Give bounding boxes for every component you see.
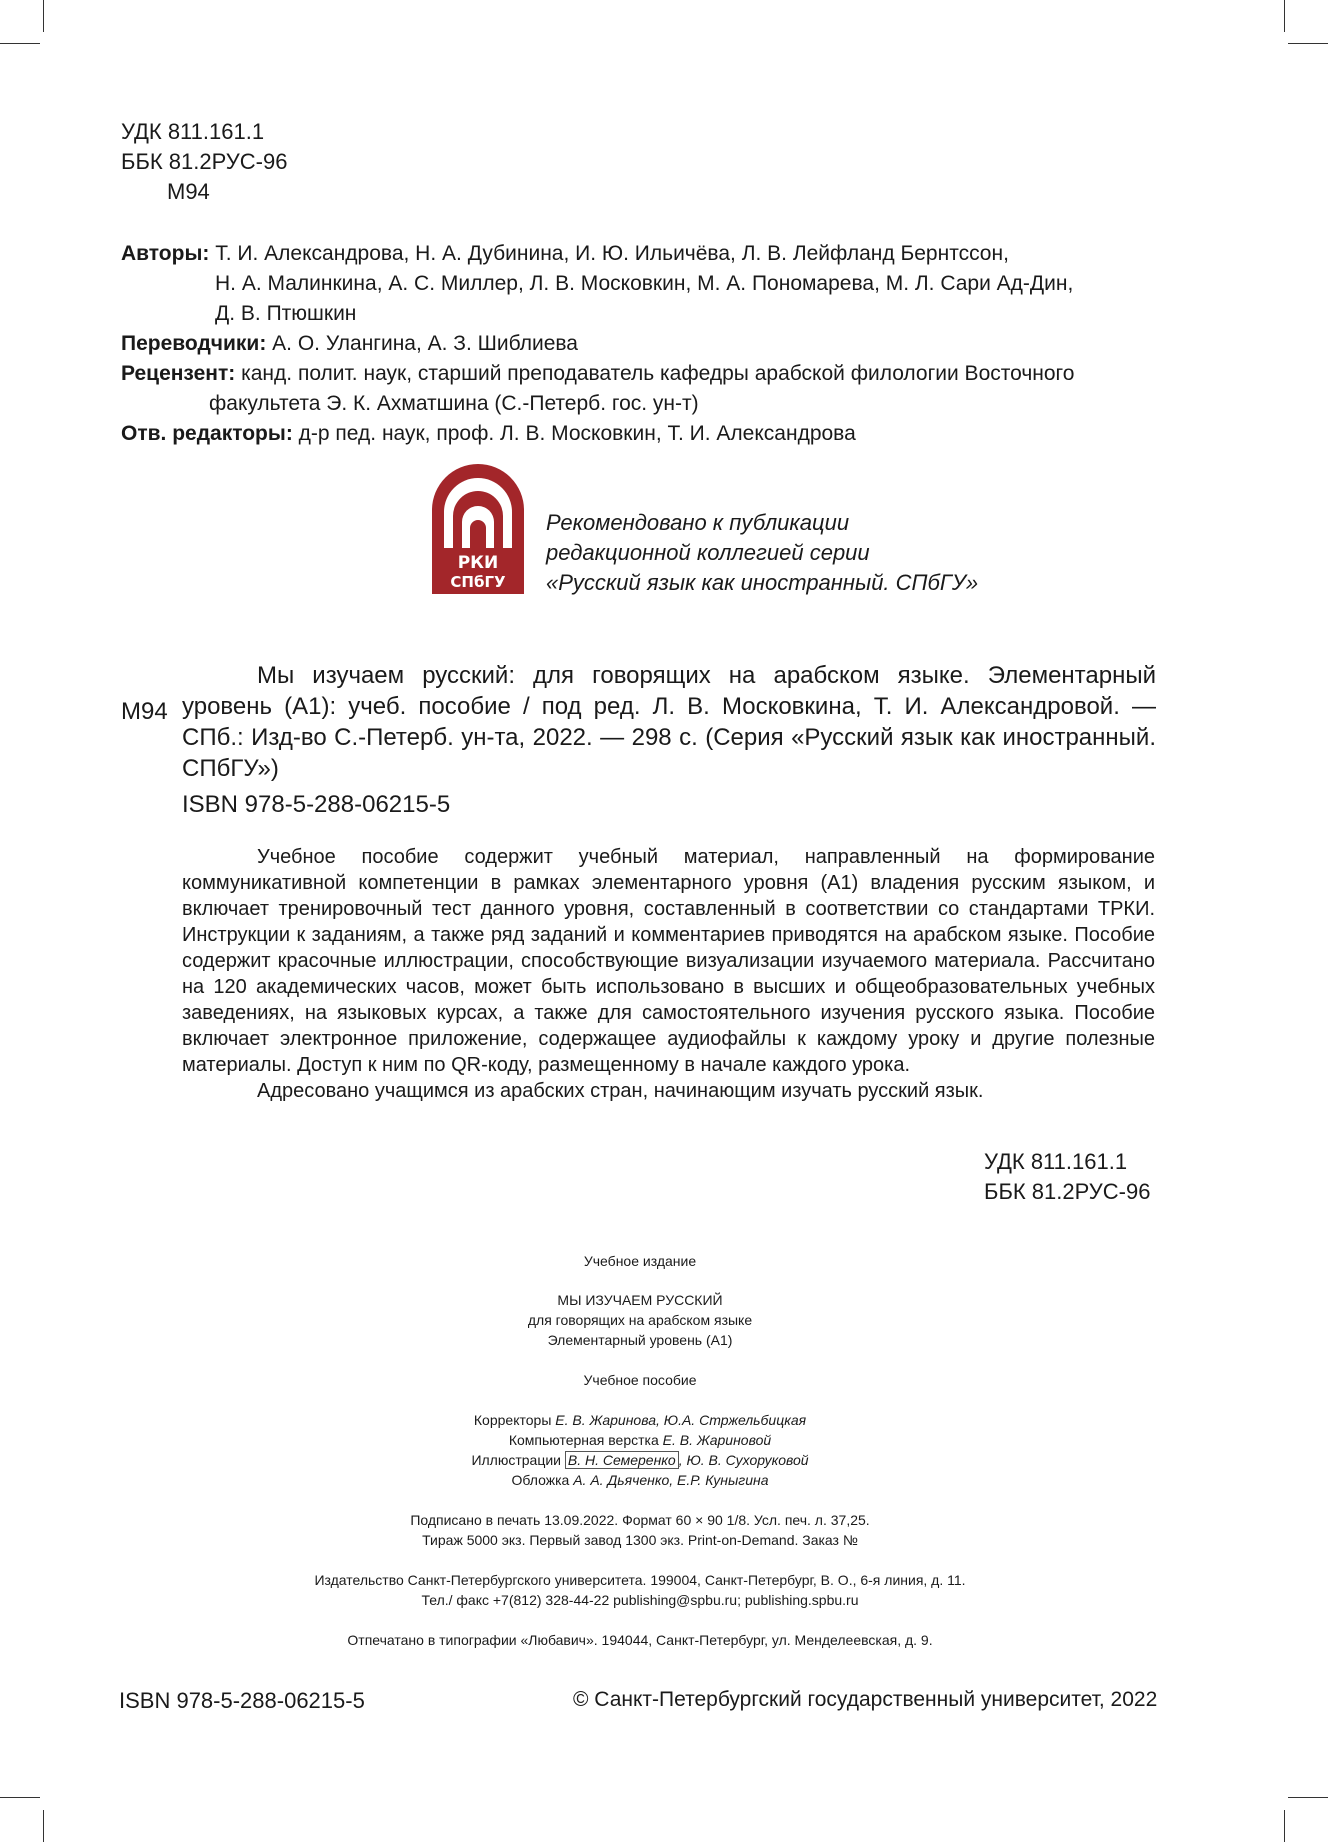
crop-mark xyxy=(43,1810,44,1842)
bbk-code: ББК 81.2РУС-96 xyxy=(121,149,288,174)
imprint-subtitle: Элементарный уровень (А1) xyxy=(547,1332,733,1348)
annotation-paragraph: Адресовано учащимся из арабских стран, начинающим изучать русский язык. xyxy=(257,1080,984,1102)
publisher-details xyxy=(0,1570,1280,1610)
staff-credits xyxy=(0,1410,1280,1490)
logo-line2: СПбГУ xyxy=(450,573,506,591)
illustrations-label: Иллюстрации xyxy=(471,1452,561,1468)
crop-mark xyxy=(43,0,44,32)
crop-mark xyxy=(1288,1797,1328,1798)
reviewer-line: факультета Э. К. Ахматшина (С.-Петерб. гос. ун-т) xyxy=(209,392,699,415)
biblio-line: Мы изучаем русский: для говорящих на арабском языке. Элементарный xyxy=(257,662,1156,689)
copyright: © Санкт-Петербургский государственный университет, 2022 xyxy=(573,1688,1158,1711)
bbk-code: ББК 81.2РУС-96 xyxy=(984,1179,1151,1204)
edition-type: Учебное издание xyxy=(583,1253,697,1269)
classification-block xyxy=(984,1147,1150,1207)
recommendation-line: Рекомендовано к публикации xyxy=(546,510,850,535)
recommendation-line: «Русский язык как иностранный. СПбГУ» xyxy=(546,570,979,595)
author-mark: М94 xyxy=(121,698,168,725)
genre: Учебное пособие xyxy=(583,1372,697,1388)
crop-mark xyxy=(1284,1810,1285,1842)
biblio-line: уровень (А1): учеб. пособие / под ред. Л. В. Московкина, Т. И. Александровой. — xyxy=(182,693,1156,720)
correctors: Е. В. Жаринова, Ю.А. Стржельбицкая xyxy=(555,1412,807,1428)
logo-line1: РКИ xyxy=(457,553,499,573)
publisher-line: Тел./ факс +7(812) 328-44-22 publishing@spbu.ru; publishing.spbu.ru xyxy=(421,1592,859,1608)
reviewer-label: Рецензент: xyxy=(121,362,236,385)
imprint-title xyxy=(0,1290,1280,1350)
author-mark: М94 xyxy=(167,179,210,204)
credits-block xyxy=(121,239,1201,449)
cover-label: Обложка xyxy=(511,1472,570,1488)
correctors-label: Корректоры xyxy=(473,1412,552,1428)
classification-block xyxy=(121,117,287,207)
imprint-subtitle: для говорящих на арабском языке xyxy=(527,1312,753,1328)
recommendation-line: редакционной коллегией серии xyxy=(546,540,870,565)
annotation-paragraph: Учебное пособие содержит учебный материал, направленный на формирование коммуникативной компетенции в рамках элементарного уровня (А1) владения русским языком, и включает тренировочный тест данного уровня, составленный в соответствии со стандартами ТРКИ. Инструкции к заданиям, а также ряд заданий и комментариев приводятся на арабском языке. Пособие содержит красочные иллюстрации, способствующие визуализации изучаемого материала. Рассчитано на 120 академических часов, может быть использовано в высших и общеобразовательных учебных заведениях, на языковых курсах, а также для самостоятельного изучения русского языка. Пособие включает электронное приложение, содержащее аудиофайлы к каждому уроку и другие полезные материалы. Доступ к ним по QR-коду, размещенному в начале каждого урока. xyxy=(182,846,1155,1076)
authors-line: Н. А. Малинкина, А. С. Миллер, Л. В. Московкин, М. А. Пономарева, М. Л. Сари Ад-Дин, xyxy=(215,272,1074,295)
authors-label: Авторы: xyxy=(121,242,210,265)
translators: А. О. Улангина, А. З. Шиблиева xyxy=(272,332,578,355)
authors-line: Т. И. Александрова, Н. А. Дубинина, И. Ю. Ильичёва, Л. В. Лейфланд Бернтссон, xyxy=(215,242,1009,265)
authors-line: Д. В. Птюшкин xyxy=(215,302,357,325)
layout-label: Компьютерная верстка xyxy=(508,1432,659,1448)
crop-mark xyxy=(1288,43,1328,44)
annotation xyxy=(182,844,1155,1104)
rki-spbgu-logo xyxy=(432,464,524,594)
crop-mark xyxy=(0,43,40,44)
reviewer-line: канд. полит. наук, старший преподаватель кафедры арабской филологии Восточного xyxy=(241,362,1075,385)
udk-code: УДК 811.161.1 xyxy=(984,1149,1128,1174)
imprint-title-line: МЫ ИЗУЧАЕМ РУССКИЙ xyxy=(557,1292,723,1308)
editors-label: Отв. редакторы: xyxy=(121,422,293,445)
cover-designers: А. А. Дьяченко, Е.Р. Куныгина xyxy=(573,1472,769,1488)
crop-mark xyxy=(0,1797,40,1798)
translators-label: Переводчики: xyxy=(121,332,267,355)
recommendation-note xyxy=(546,508,978,598)
biblio-line: СПб.: Изд-во С.-Петерб. ун-та, 2022. — 298 с. (Серия «Русский язык как иностранный. xyxy=(182,724,1156,751)
layout-designer: Е. В. Жариновой xyxy=(662,1432,772,1448)
biblio-line: СПбГУ») xyxy=(182,755,279,782)
editors: д-р пед. наук, проф. Л. В. Московкин, Т. И. Александрова xyxy=(298,422,856,445)
publisher-line: Издательство Санкт-Петербургского университета. 199004, Санкт-Петербург, В. О., 6-я линия, д. 11. xyxy=(314,1572,966,1588)
print-line: Тираж 5000 экз. Первый завод 1300 экз. Print-on-Demand. Заказ № xyxy=(422,1532,858,1548)
printer-details: Отпечатано в типографии «Любавич». 194044, Санкт-Петербург, ул. Менделеевская, д. 9. xyxy=(347,1632,933,1648)
illustrator: , Ю. В. Сухоруковой xyxy=(678,1452,809,1468)
footer-isbn: ISBN 978-5-288-06215-5 xyxy=(119,1688,365,1713)
print-details xyxy=(0,1510,1280,1550)
isbn: ISBN 978-5-288-06215-5 xyxy=(182,791,451,818)
illustrator-boxed: В. Н. Семеренко xyxy=(565,1451,679,1469)
crop-mark xyxy=(1284,0,1285,32)
print-line: Подписано в печать 13.09.2022. Формат 60 × 90 1/8. Усл. печ. л. 37,25. xyxy=(410,1512,870,1528)
udk-code: УДК 811.161.1 xyxy=(121,119,265,144)
